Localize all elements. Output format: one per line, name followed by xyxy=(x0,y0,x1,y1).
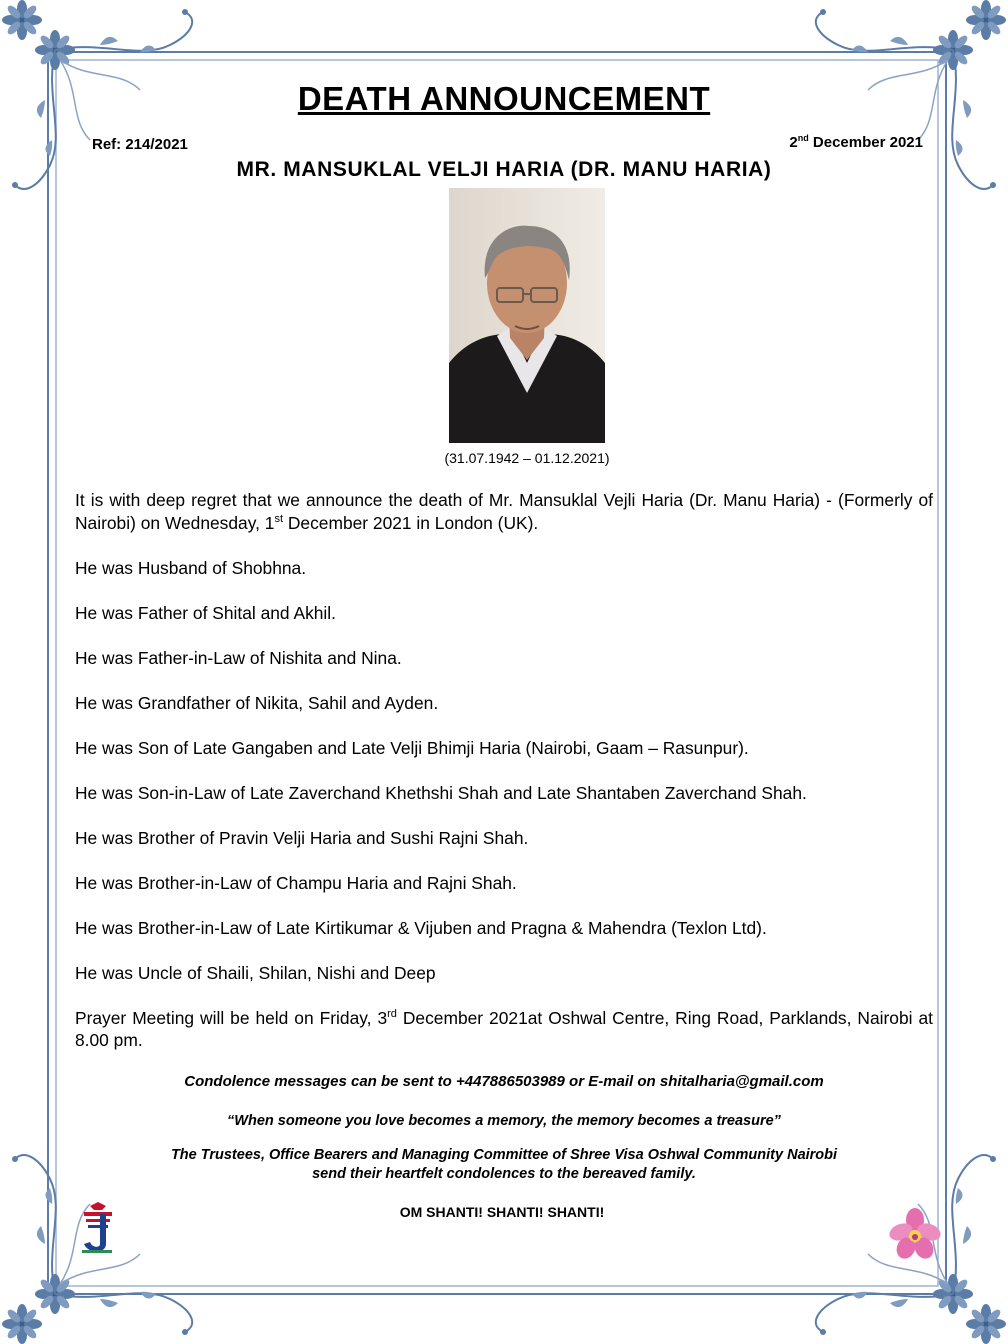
relation-line: He was Son-in-Law of Late Zaverchand Khethshi Shah and Late Shantaben Zaverchand Shah. xyxy=(75,782,807,803)
relation-line: He was Grandfather of Nikita, Sahil and Ayden. xyxy=(75,692,439,713)
announcement-body xyxy=(75,489,933,1074)
lifespan-dates: (31.07.1942 – 01.12.2021) xyxy=(444,450,610,466)
condolence-contact: Condolence messages can be sent to +447886503989 or E-mail on shitalharia@gmail.com xyxy=(184,1073,824,1090)
relation-line: He was Father of Shital and Akhil. xyxy=(75,602,336,623)
closing-blessing: OM SHANTI! SHANTI! SHANTI! xyxy=(399,1204,605,1220)
announcement-date: 2nd December 2021 xyxy=(789,133,923,151)
relation-line: He was Son of Late Gangaben and Late Velji Bhimji Haria (Nairobi, Gaam – Rasunpur). xyxy=(75,737,749,758)
portrait-photo xyxy=(449,188,605,443)
relation-line: He was Uncle of Shaili, Shilan, Nishi and Deep xyxy=(75,962,436,983)
relation-line: He was Brother-in-Law of Champu Haria and Rajni Shah. xyxy=(75,872,517,893)
deceased-name: MR. MANSUKLAL VELJI HARIA (DR. MANU HARIA) xyxy=(236,158,772,181)
memorial-quote: “When someone you love becomes a memory, the memory becomes a treasure” xyxy=(227,1113,781,1129)
oshwal-logo-icon xyxy=(78,1200,118,1256)
relation-line: He was Brother-in-Law of Late Kirtikumar & Vijuben and Pragna & Mahendra (Texlon Ltd). xyxy=(75,917,767,938)
relation-line: He was Husband of Shobhna. xyxy=(75,557,307,578)
page-title: DEATH ANNOUNCEMENT xyxy=(297,80,711,117)
reference-number: Ref: 214/2021 xyxy=(92,136,188,153)
relation-line: He was Brother of Pravin Velji Haria and Sushi Rajni Shah. xyxy=(75,827,529,848)
trustees-line-1: The Trustees, Office Bearers and Managing Committee of Shree Visa Oshwal Community Nairobi xyxy=(170,1147,838,1163)
trustees-line-2: send their heartfelt condolences to the bereaved family. xyxy=(312,1166,696,1182)
trustees-condolence xyxy=(0,1146,1008,1184)
relation-line: He was Father-in-Law of Nishita and Nina. xyxy=(75,647,402,668)
prayer-meeting-paragraph: Prayer Meeting will be held on Friday, 3rd December 2021at Oshwal Centre, Ring Road, Parklands, Nairobi at 8.00 pm. xyxy=(75,1007,933,1050)
intro-paragraph: It is with deep regret that we announce the death of Mr. Mansuklal Vejli Haria (Dr. Manu Haria) - (Formerly of Nairobi) on Wednesday, 1st December 2021 in London (UK). xyxy=(75,490,933,533)
orchid-flower-icon xyxy=(888,1208,942,1262)
